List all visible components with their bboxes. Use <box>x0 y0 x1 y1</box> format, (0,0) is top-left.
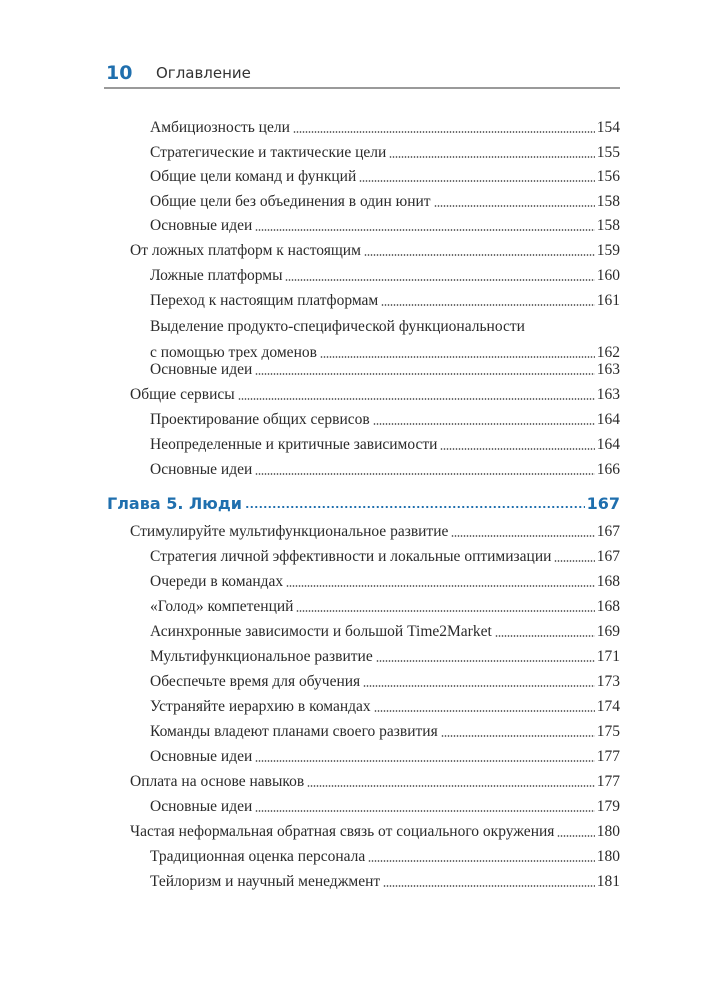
toc-entry <box>150 797 620 817</box>
toc-entry <box>150 547 620 567</box>
dot-leader <box>376 659 595 663</box>
entry-page: 168 <box>596 573 620 590</box>
toc-entry <box>150 291 620 311</box>
entry-title: Стимулируйте мультифункциональное развитие <box>130 523 449 540</box>
entry-page: 171 <box>596 648 620 665</box>
entry-title: «Голод» компетенций <box>150 598 294 615</box>
dot-leader <box>255 472 594 476</box>
dot-leader <box>557 834 594 838</box>
entry-title: Основные идеи <box>150 217 253 234</box>
entry-title: Мультифункциональное развитие <box>150 648 373 665</box>
toc-entry <box>150 647 620 667</box>
entry-title: Стратегия личной эффективности и локальные оптимизации <box>150 548 552 565</box>
toc-entry <box>150 697 620 717</box>
dot-leader <box>296 609 594 613</box>
dot-leader <box>320 355 595 359</box>
entry-title: Обеспечьте время для обучения <box>150 673 361 690</box>
dot-leader <box>245 505 585 509</box>
entry-page: 168 <box>596 598 620 615</box>
running-title: Оглавление <box>156 64 251 82</box>
toc-entry <box>150 143 620 163</box>
entry-title: Амбициозность цели <box>150 119 290 136</box>
toc-entry <box>150 460 620 480</box>
toc-entry <box>150 317 620 363</box>
dot-leader <box>381 303 595 307</box>
entry-page: 154 <box>596 119 620 136</box>
toc-entry <box>150 266 620 286</box>
dot-leader <box>359 179 594 183</box>
entry-title: Устраняйте иерархию в командах <box>150 698 371 715</box>
entry-title-continued: с помощью трех доменов <box>150 344 317 361</box>
entry-page: 162 <box>596 344 620 361</box>
dot-leader <box>285 278 594 282</box>
toc-entry <box>150 410 620 430</box>
entry-title: Очереди в командах <box>150 573 284 590</box>
dot-leader <box>383 884 595 888</box>
entry-page: 160 <box>596 267 620 284</box>
toc-entry <box>150 847 620 867</box>
entry-title: Общие цели без объединения в один юнит <box>150 193 431 210</box>
entry-page: 163 <box>596 386 620 403</box>
toc-entry <box>130 822 620 842</box>
dot-leader <box>293 130 595 134</box>
dot-leader <box>307 784 595 788</box>
entry-title: Выделение продукто-специфической функциональности <box>150 318 525 335</box>
toc-entry <box>150 216 620 236</box>
dot-leader <box>255 228 594 232</box>
toc-entry <box>150 192 620 212</box>
entry-title: Частая неформальная обратная связь от социального окружения <box>130 823 555 840</box>
dot-leader <box>440 447 594 451</box>
dot-leader <box>373 422 595 426</box>
entry-page: 155 <box>596 144 620 161</box>
toc-entry <box>150 722 620 742</box>
entry-page: 159 <box>596 242 620 259</box>
entry-title: Ложные платформы <box>150 267 283 284</box>
entry-page: 167 <box>596 548 620 565</box>
entry-title: Переход к настоящим платформам <box>150 292 379 309</box>
dot-leader <box>368 859 594 863</box>
entry-page: 169 <box>596 623 620 640</box>
toc-entry <box>150 747 620 767</box>
toc-entry <box>150 435 620 455</box>
toc-entry <box>150 622 620 642</box>
entry-title: Глава 5. Люди <box>107 494 242 513</box>
toc-entry <box>130 241 620 261</box>
entry-page: 177 <box>596 748 620 765</box>
entry-title: Проектирование общих сервисов <box>150 411 370 428</box>
entry-page: 180 <box>596 848 620 865</box>
entry-title: От ложных платформ к настоящим <box>130 242 361 259</box>
entry-page: 180 <box>596 823 620 840</box>
dot-leader <box>255 759 594 763</box>
toc-entry <box>130 522 620 542</box>
toc-entry <box>130 385 620 405</box>
header-divider <box>104 87 620 89</box>
entry-page: 181 <box>596 873 620 890</box>
dot-leader <box>286 584 595 588</box>
toc-entry <box>150 360 620 380</box>
chapter-entry <box>107 494 620 513</box>
dot-leader <box>364 253 595 257</box>
entry-page: 173 <box>596 673 620 690</box>
entry-title: Основные идеи <box>150 361 253 378</box>
entry-title: Основные идеи <box>150 461 253 478</box>
entry-title: Основные идеи <box>150 748 253 765</box>
dot-leader <box>434 204 595 208</box>
dot-leader <box>389 155 594 159</box>
entry-title: Традиционная оценка персонала <box>150 848 366 865</box>
entry-page: 177 <box>596 773 620 790</box>
entry-page: 167 <box>586 494 620 513</box>
dot-leader <box>495 634 595 638</box>
dot-leader <box>451 534 594 538</box>
entry-page: 164 <box>596 436 620 453</box>
entry-title: Тейлоризм и научный менеджмент <box>150 873 381 890</box>
entry-title: Общие сервисы <box>130 386 235 403</box>
entry-title: Команды владеют планами своего развития <box>150 723 438 740</box>
dot-leader <box>255 372 594 376</box>
entry-title: Оплата на основе навыков <box>130 773 305 790</box>
entry-title: Неопределенные и критичные зависимости <box>150 436 438 453</box>
entry-page: 166 <box>596 461 620 478</box>
toc-entry <box>150 672 620 692</box>
entry-page: 156 <box>596 168 620 185</box>
entry-title: Основные идеи <box>150 798 253 815</box>
toc-entry <box>150 572 620 592</box>
entry-title: Стратегические и тактические цели <box>150 144 387 161</box>
entry-title: Общие цели команд и функций <box>150 168 357 185</box>
entry-page: 174 <box>596 698 620 715</box>
entry-page: 164 <box>596 411 620 428</box>
toc-entry <box>150 118 620 138</box>
entry-page: 163 <box>596 361 620 378</box>
dot-leader <box>255 809 594 813</box>
entry-title: Асинхронные зависимости и большой Time2Market <box>150 623 492 640</box>
entry-page: 167 <box>596 523 620 540</box>
page-number: 10 <box>106 62 133 84</box>
toc-entry <box>150 597 620 617</box>
entry-page: 175 <box>596 723 620 740</box>
dot-leader <box>441 734 595 738</box>
toc-entry <box>150 872 620 892</box>
entry-page: 161 <box>596 292 620 309</box>
dot-leader <box>374 709 595 713</box>
dot-leader <box>238 397 595 401</box>
toc-entry <box>150 167 620 187</box>
entry-page: 158 <box>596 217 620 234</box>
entry-page: 158 <box>596 193 620 210</box>
dot-leader <box>554 559 594 563</box>
entry-page: 179 <box>596 798 620 815</box>
toc-entry <box>130 772 620 792</box>
dot-leader <box>363 684 595 688</box>
